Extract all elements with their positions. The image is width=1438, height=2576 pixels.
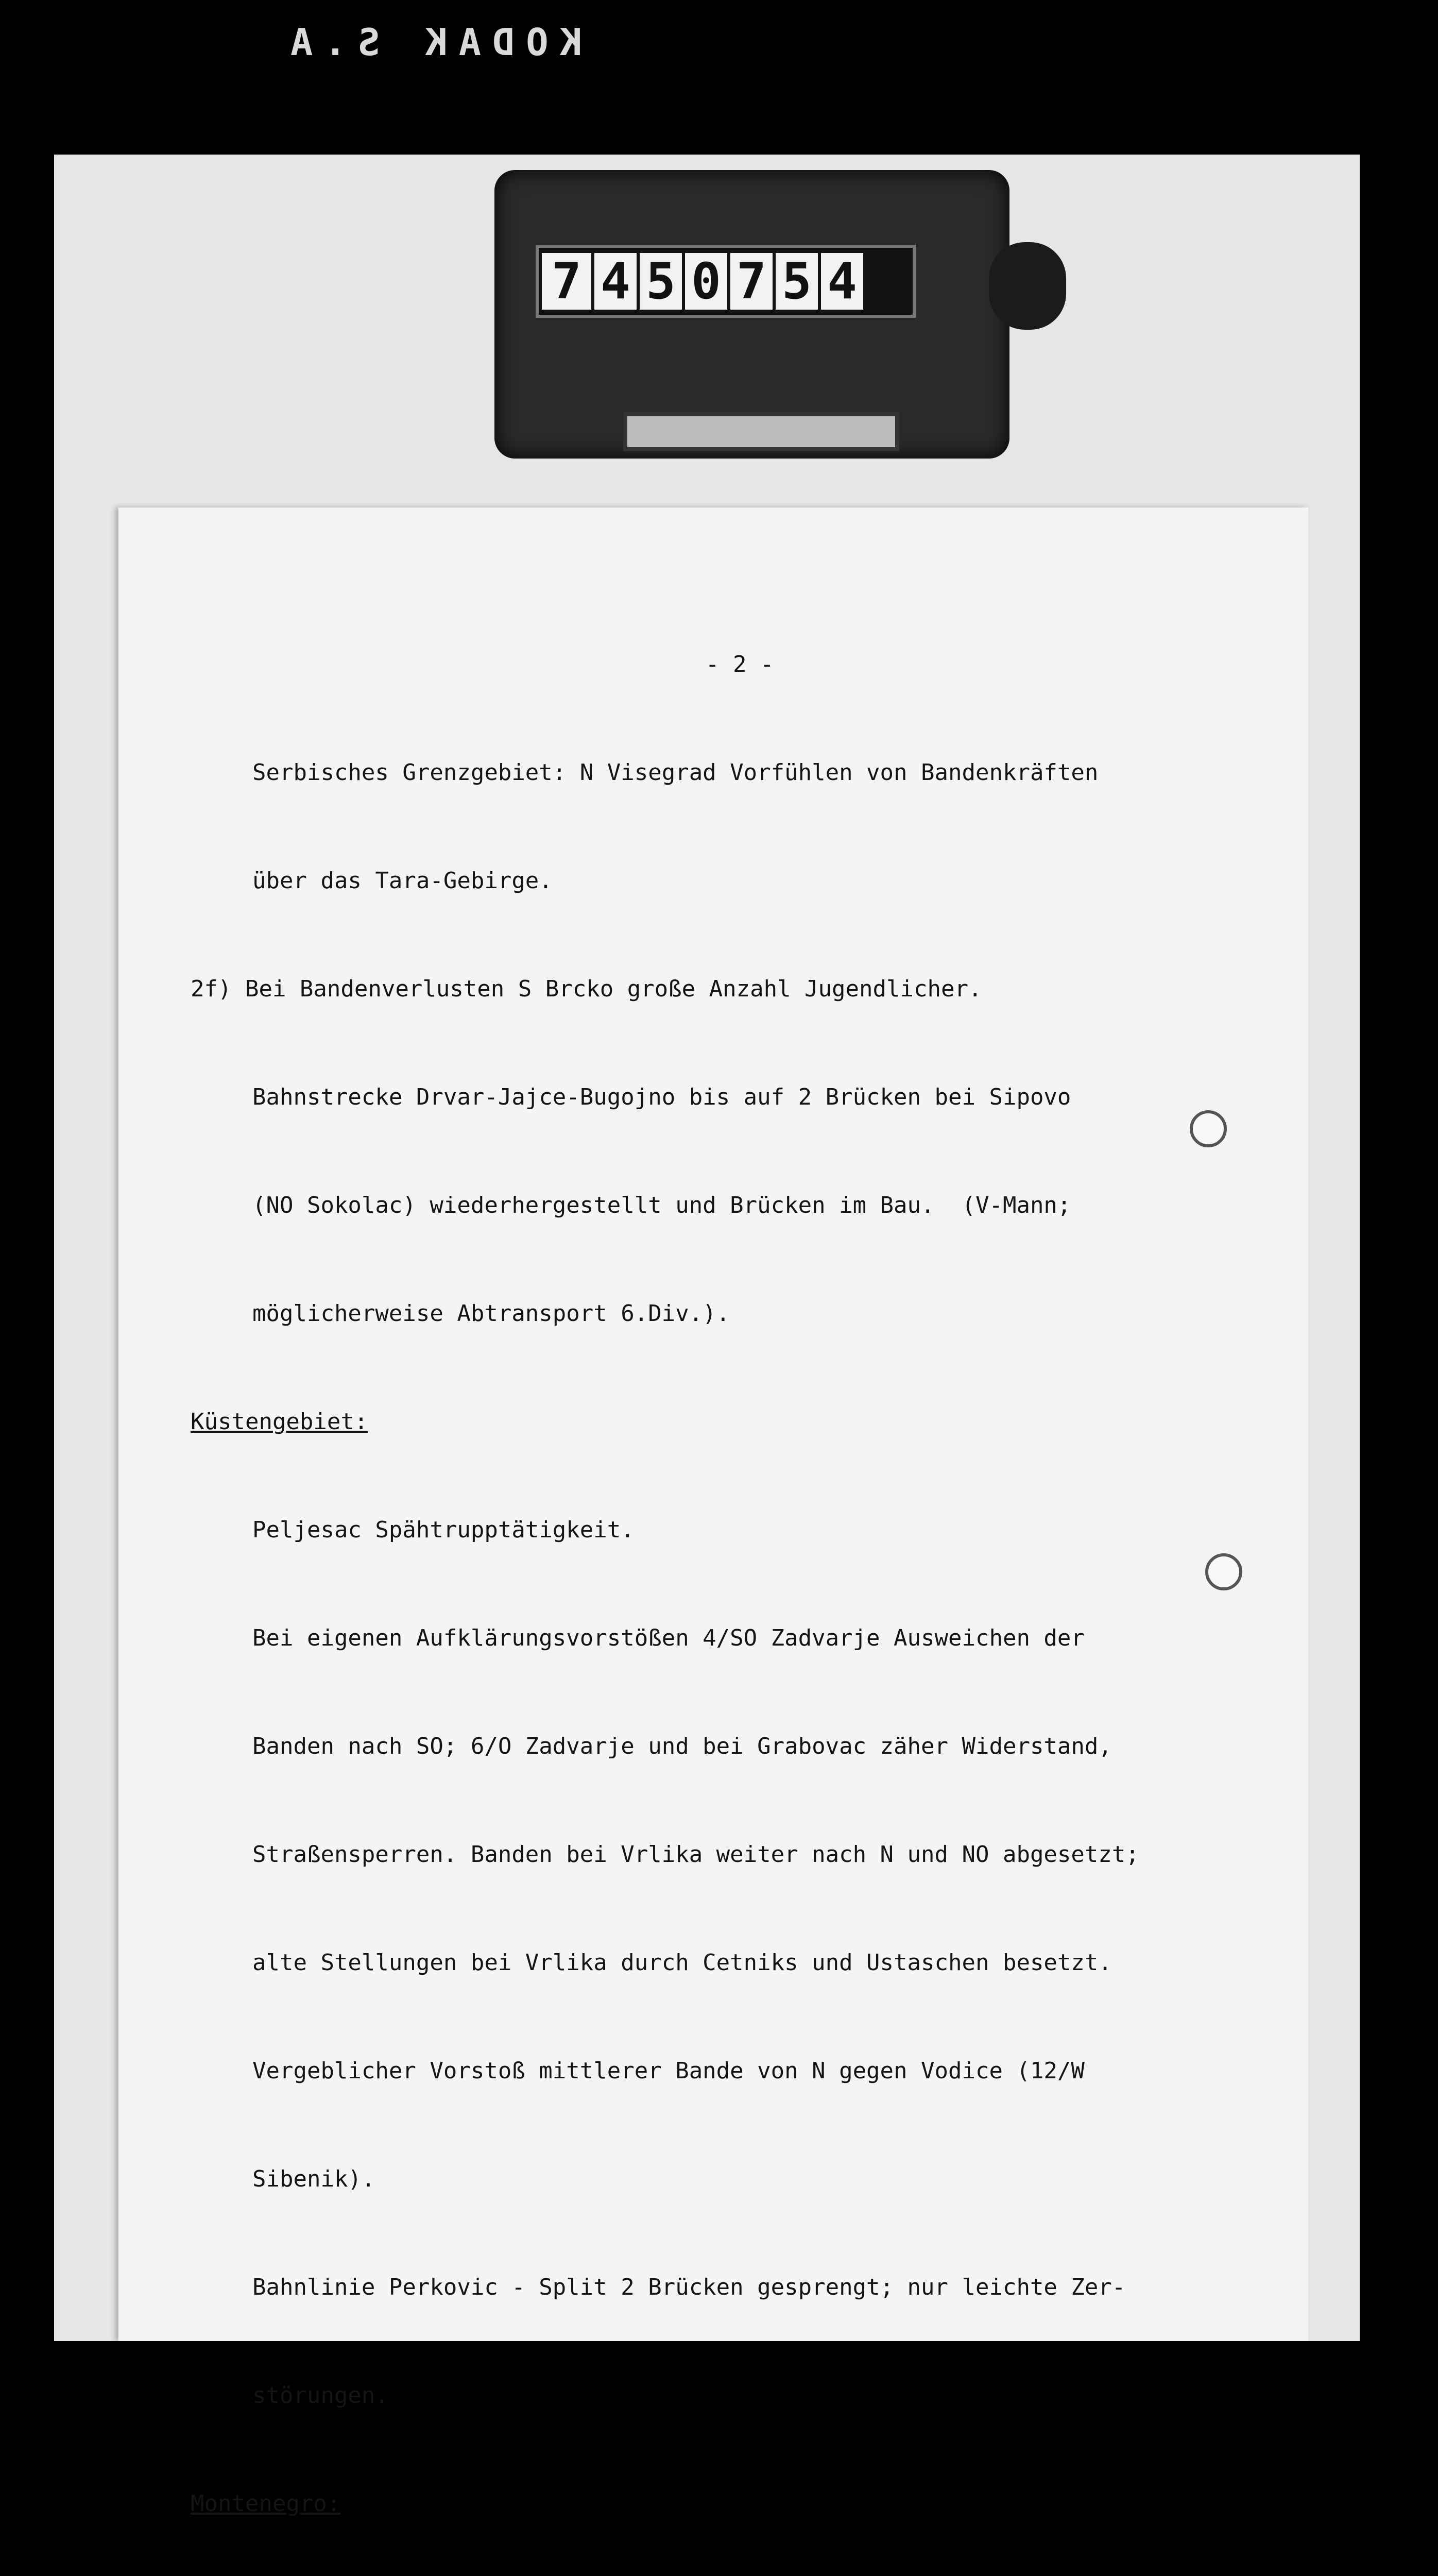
text-line: möglicherweise Abtransport 6.Div.). <box>252 1300 730 1327</box>
counter-digit: 5 <box>640 253 682 310</box>
counter-knob <box>989 242 1066 330</box>
page-number: - 2 - <box>706 651 774 677</box>
text-line: (NO Sokolac) wiederhergestellt und Brücken im Bau. (V-Mann; <box>252 1192 1071 1218</box>
text-line: 2f) Bei Bandenverlusten S Brcko große Anzahl Jugendlicher. <box>191 976 982 1002</box>
film-edge-label <box>15 21 582 72</box>
text-line: störungen. <box>252 2382 389 2409</box>
counter-digit: 0 <box>685 253 727 310</box>
text-line: Straßensperren. Banden bei Vrlika weiter nach N und NO abgesetzt; <box>252 1841 1139 1868</box>
text-line: Banden nach SO; 6/O Zadvarje und bei Grabovac zäher Widerstand, <box>252 1733 1112 1759</box>
section-heading: Montenegro: <box>191 2490 341 2517</box>
text-line: Serbisches Grenzgebiet: N Visegrad Vorfühlen von Bandenkräften <box>252 759 1099 786</box>
counter-digit: 7 <box>542 253 591 310</box>
counter-digit: 4 <box>821 253 863 310</box>
section-heading: Küstengebiet: <box>191 1409 368 1435</box>
counter-body <box>494 170 1009 459</box>
text-line: Sibenik). <box>252 2166 375 2192</box>
text-line: Peljesac Spähtrupptätigkeit. <box>252 1517 635 1543</box>
document-body <box>191 574 1282 2576</box>
counter-digit: 4 <box>594 253 637 310</box>
counter-window <box>536 245 916 318</box>
text-line: über das Tara-Gebirge. <box>252 868 553 894</box>
counter-slot <box>623 412 899 451</box>
document-page <box>118 507 1308 2517</box>
text-line: Bahnstrecke Drvar-Jajce-Bugojno bis auf 2 Brücken bei Sipovo <box>252 1084 1071 1110</box>
text-line: Bei eigenen Aufklärungsvorstößen 4/SO Zadvarje Ausweichen der <box>252 1625 1085 1651</box>
film-edge-text: KODAK S.A <box>279 21 582 64</box>
counter-digit: 7 <box>730 253 773 310</box>
text-line: Vergeblicher Vorstoß mittlerer Bande von N gegen Vodice (12/W <box>252 2058 1085 2084</box>
frame-counter <box>494 160 1035 459</box>
text-line: alte Stellungen bei Vrlika durch Cetniks und Ustaschen besetzt. <box>252 1950 1112 1976</box>
film-edge <box>0 0 1438 103</box>
counter-digit: 5 <box>776 253 818 310</box>
text-line: Bahnlinie Perkovic - Split 2 Brücken gesprengt; nur leichte Zer- <box>252 2274 1126 2300</box>
